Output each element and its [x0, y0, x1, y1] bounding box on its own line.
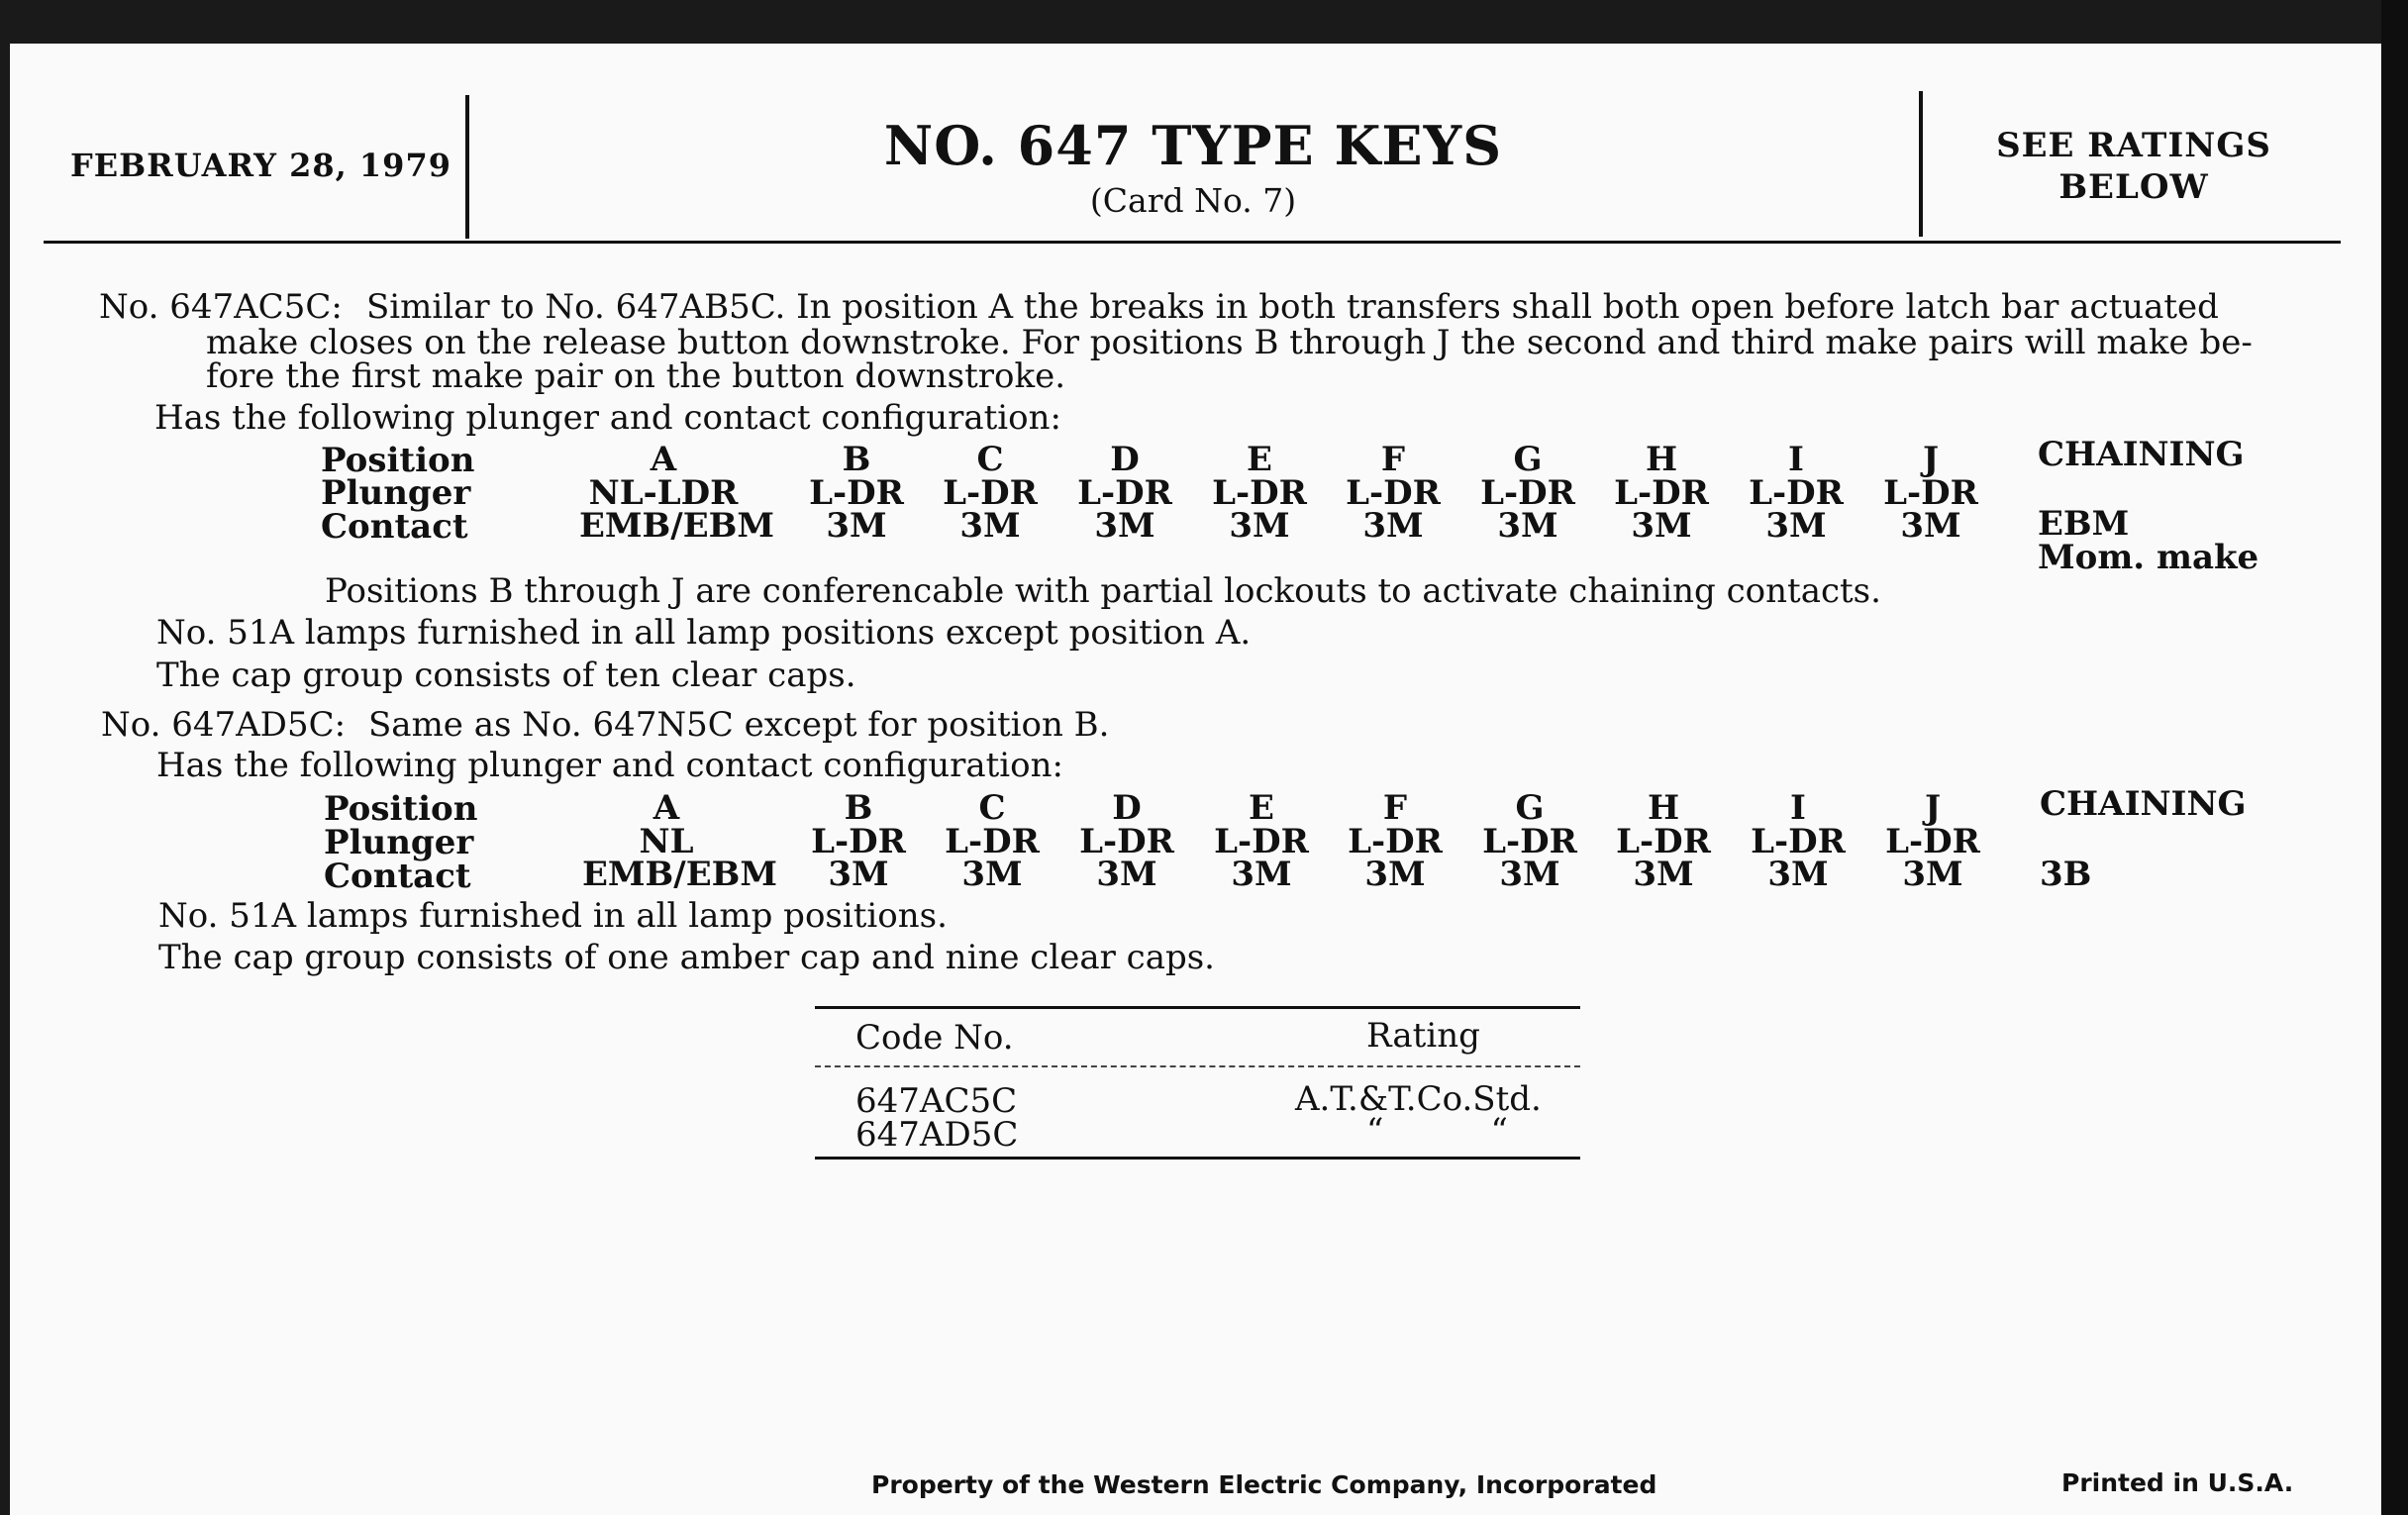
plunger-cell: L-DR [1480, 473, 1575, 513]
plunger-cell: L-DR [1885, 822, 1980, 861]
ratings-bottom-rule [815, 1157, 1580, 1160]
section2-config-intro: Has the following plunger and contact configuration: [156, 746, 1063, 785]
page-title: NO. 647 TYPE KEYS [883, 114, 1503, 177]
plunger-cell: L-DR [943, 473, 1038, 513]
ratings-top-rule [815, 1006, 1580, 1009]
position-cell: D [1110, 440, 1140, 479]
section2-note2: The cap group consists of one amber cap and nine clear caps. [158, 938, 1215, 977]
position-cell: I [1790, 788, 1806, 828]
plunger-cell: L-DR [1077, 473, 1172, 513]
position-cell: J [1922, 440, 1940, 479]
position-cell: B [844, 788, 873, 828]
position-cell: A [650, 440, 677, 479]
row-label-contact: Contact [324, 857, 471, 896]
contact-cell: 3M [1229, 506, 1290, 546]
contact-cell: 3M [1900, 506, 1961, 546]
contact-cell: EMB/EBM [582, 855, 777, 894]
position-cell: C [976, 440, 1004, 479]
plunger-cell: L-DR [1482, 822, 1577, 861]
position-cell: I [1788, 440, 1804, 479]
footer-printed: Printed in U.S.A. [2061, 1468, 2294, 1497]
row-label-plunger: Plunger [321, 473, 471, 513]
chaining-header: CHAINING [2040, 784, 2247, 824]
header-rule [44, 241, 2341, 244]
position-cell: E [1249, 788, 1274, 828]
plunger-cell: L-DR [1346, 473, 1441, 513]
document-date: FEBRUARY 28, 1979 [70, 147, 452, 184]
ratings-value: A.T.&T.Co.Std. [1295, 1079, 1542, 1119]
contact-cell: 3M [1633, 855, 1694, 894]
section2-note1: No. 51A lamps furnished in all lamp positions. [158, 896, 948, 936]
position-cell: F [1380, 440, 1406, 479]
contact-cell: 3M [1631, 506, 1692, 546]
contact-cell: 3M [1362, 506, 1424, 546]
position-cell: H [1647, 788, 1680, 828]
contact-cell: 3M [1497, 506, 1558, 546]
scan-edge [2381, 0, 2408, 1515]
contact-cell: 3M [1094, 506, 1155, 546]
position-cell: C [978, 788, 1006, 828]
plunger-cell: L-DR [945, 822, 1040, 861]
plunger-cell: L-DR [809, 473, 904, 513]
section1-desc-line2: make closes on the release button downstroke. For positions B through J the second and third make pairs will make be- [206, 323, 2253, 362]
contact-cell: 3M [828, 855, 889, 894]
plunger-cell: L-DR [811, 822, 906, 861]
position-cell: J [1924, 788, 1942, 828]
section1-note2: No. 51A lamps furnished in all lamp positions except position A. [156, 613, 1252, 653]
ratings-header-rating: Rating [1366, 1016, 1480, 1056]
position-cell: G [1515, 788, 1545, 828]
position-cell: B [842, 440, 871, 479]
position-cell: A [652, 788, 680, 828]
plunger-cell: L-DR [1883, 473, 1978, 513]
contact-cell: EMB/EBM [579, 506, 774, 546]
contact-cell: 3M [1902, 855, 1963, 894]
row-label-position: Position [321, 441, 475, 480]
position-cell: H [1645, 440, 1678, 479]
contact-cell: 3M [1499, 855, 1560, 894]
ratings-code: 647AC5C [855, 1081, 1018, 1121]
plunger-cell: L-DR [1751, 822, 1846, 861]
position-cell: F [1382, 788, 1408, 828]
footer-property: Property of the Western Electric Company, Incorporated [871, 1470, 1657, 1499]
chaining-header: CHAINING [2038, 435, 2245, 474]
ratings-value: “ “ [1366, 1111, 1508, 1151]
chaining-value: EBM [2038, 504, 2130, 544]
section1-label: No. 647AC5C: [99, 287, 343, 327]
card-number: (Card No. 7) [1089, 181, 1297, 220]
plunger-cell: L-DR [1348, 822, 1443, 861]
ratings-header-code: Code No. [855, 1018, 1014, 1058]
plunger-cell: L-DR [1616, 822, 1711, 861]
position-cell: G [1513, 440, 1543, 479]
plunger-cell: NL [639, 822, 694, 861]
section1-desc-line1: Similar to No. 647AB5C. In position A the breaks in both transfers shall both open before latch bar actuated [366, 287, 2219, 327]
contact-cell: 3M [826, 506, 887, 546]
section1-config-intro: Has the following plunger and contact configuration: [154, 398, 1061, 438]
ratings-code: 647AD5C [855, 1115, 1019, 1155]
position-cell: E [1247, 440, 1272, 479]
contact-cell: 3M [959, 506, 1021, 546]
section2-label: No. 647AD5C: [101, 705, 347, 745]
row-label-contact: Contact [321, 507, 468, 547]
chaining-note: Mom. make [2038, 538, 2259, 577]
section2-desc: Same as No. 647N5C except for position B. [368, 705, 1110, 745]
contact-cell: 3M [1231, 855, 1292, 894]
plunger-cell: NL-LDR [588, 473, 739, 513]
contact-cell: 3M [1765, 506, 1827, 546]
section1-desc-line3: fore the first make pair on the button downstroke. [206, 356, 1066, 396]
contact-cell: 3M [1767, 855, 1829, 894]
plunger-cell: L-DR [1749, 473, 1844, 513]
plunger-cell: L-DR [1212, 473, 1307, 513]
plunger-cell: L-DR [1079, 822, 1174, 861]
chaining-value: 3B [2040, 855, 2092, 894]
row-label-position: Position [324, 789, 478, 829]
plunger-cell: L-DR [1214, 822, 1309, 861]
contact-cell: 3M [961, 855, 1023, 894]
section1-note1: Positions B through J are conferencable with partial lockouts to activate chaining contacts. [325, 571, 1881, 611]
plunger-cell: L-DR [1614, 473, 1709, 513]
contact-cell: 3M [1096, 855, 1157, 894]
row-label-plunger: Plunger [324, 823, 474, 862]
header-divider-right [1919, 91, 1923, 237]
contact-cell: 3M [1364, 855, 1426, 894]
position-cell: D [1112, 788, 1142, 828]
section1-note3: The cap group consists of ten clear caps. [156, 656, 856, 695]
ratings-note: SEE RATINGS BELOW [1996, 126, 2271, 207]
ratings-header-rule [815, 1065, 1580, 1067]
